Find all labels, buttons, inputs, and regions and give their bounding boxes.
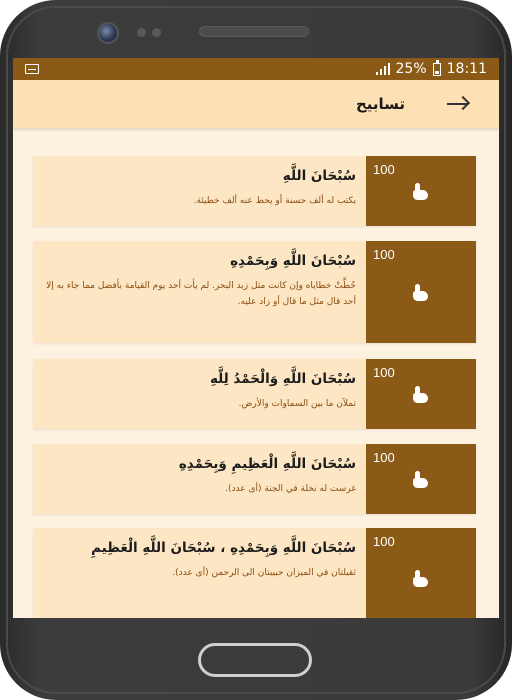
counter-panel[interactable] <box>366 241 476 343</box>
app-screen <box>13 58 499 618</box>
list-item[interactable] <box>33 156 476 226</box>
list-item[interactable] <box>33 241 476 343</box>
count-value: 100 <box>373 247 395 262</box>
counter-panel[interactable] <box>366 444 476 514</box>
sensor-dot <box>152 28 161 37</box>
counter-panel[interactable] <box>366 359 476 429</box>
item-description: غرست له نخلة في الجنة (أى عدد). <box>225 483 356 494</box>
page-title: تسابيح <box>355 95 405 113</box>
battery-icon <box>433 63 441 76</box>
status-bar <box>13 58 499 80</box>
item-title: سُبْحَانَ اللَّهِ <box>282 168 356 184</box>
count-value: 100 <box>373 534 395 549</box>
camera-icon <box>97 22 119 44</box>
tap-hand-icon <box>410 570 430 588</box>
notification-icon <box>25 64 39 74</box>
item-title: سُبْحَانَ اللَّهِ الْعَظِيمِ وَبِحَمْدِهِ <box>178 456 356 472</box>
item-description: حُطَّتْ خطاياه وإن كانت مثل زبد البحر. لم يأت أحد يوم القيامة بأفضل مما جاء به إلا أحد قال مثل ما قال أو زاد عليه. <box>46 280 356 308</box>
tap-hand-icon <box>410 471 430 489</box>
tap-hand-icon <box>410 284 430 302</box>
item-description: ثقيلتان في الميزان حبيبتان الى الرحمن (أى عدد). <box>172 567 356 578</box>
item-title: سُبْحَانَ اللَّهِ وَبِحَمْدِهِ <box>230 253 356 269</box>
tap-hand-icon <box>410 386 430 404</box>
tap-hand-icon <box>410 183 430 201</box>
count-value: 100 <box>373 365 395 380</box>
list-item[interactable] <box>33 528 476 618</box>
sensor-dot <box>137 28 146 37</box>
item-description: تملآن ما بين السماوات والأرض. <box>238 398 356 409</box>
counter-panel[interactable] <box>366 156 476 226</box>
item-title: سُبْحَانَ اللَّهِ وَالْحَمْدُ لِلَّهِ <box>209 371 356 387</box>
signal-icon <box>376 63 390 75</box>
earpiece-speaker <box>199 26 309 37</box>
battery-percent: 25% <box>395 61 427 77</box>
arrow-right-icon[interactable] <box>447 96 469 112</box>
count-value: 100 <box>373 162 395 177</box>
counter-panel[interactable] <box>366 528 476 618</box>
list-item[interactable] <box>33 359 476 429</box>
home-button[interactable] <box>198 643 312 677</box>
list-item[interactable] <box>33 444 476 514</box>
clock: 18:11 <box>446 61 487 77</box>
item-description: يكتب له ألف حسنة أو يحط عنه ألف خطيئة. <box>193 195 356 206</box>
count-value: 100 <box>373 450 395 465</box>
app-toolbar <box>13 80 499 128</box>
item-title: سُبْحَانَ اللَّهِ وَبِحَمْدِهِ ، سُبْحَانَ اللَّهِ الْعَظِيمِ <box>91 540 356 556</box>
